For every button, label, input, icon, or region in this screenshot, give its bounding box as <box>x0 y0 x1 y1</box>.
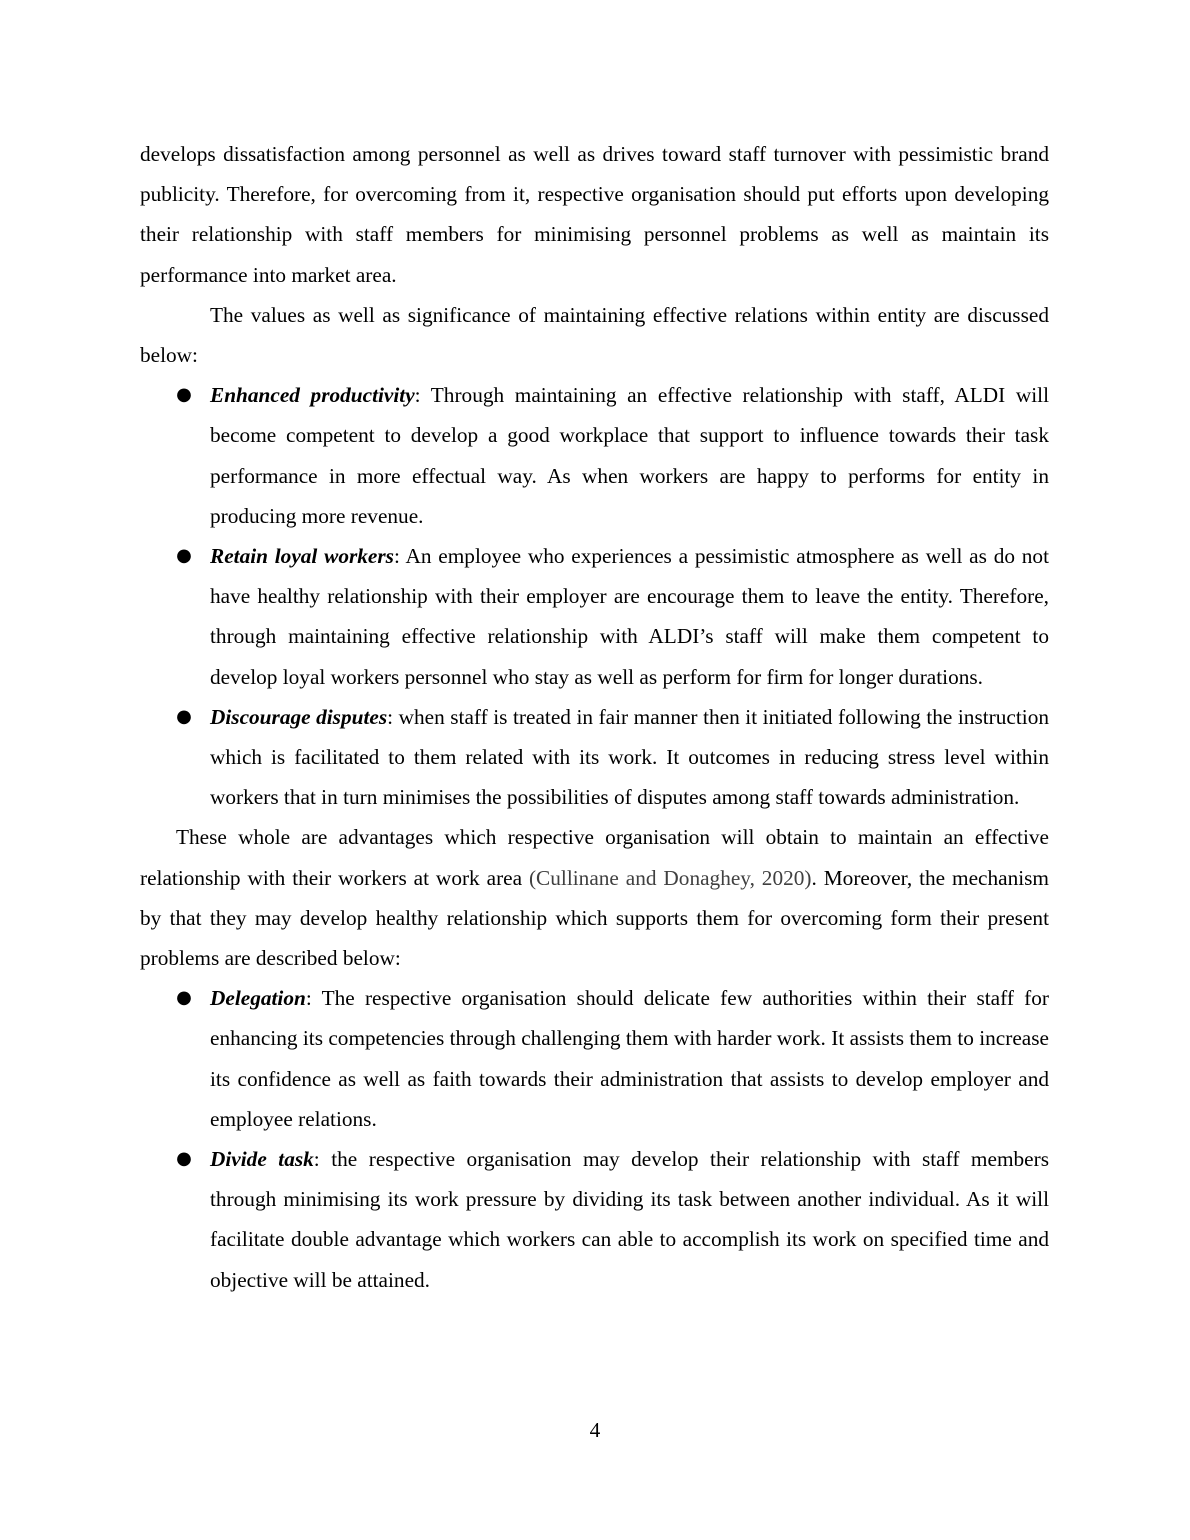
page-number: 4 <box>589 1418 601 1442</box>
paragraph-advantages-end: . Moreover, the mechanism by that they may develop healthy relationship which supports them for overcoming form their present problems are described below: <box>140 865 1049 971</box>
term-label: Divide task <box>210 1147 314 1172</box>
paragraph-advantages-start: These whole are advantages which respective organisation will obtain to maintain an effective relationship with their workers at work area <box>140 825 1049 890</box>
term-label: Discourage disputes <box>210 704 388 729</box>
term-label: Delegation <box>210 986 306 1011</box>
term-label: Enhanced productivity <box>210 383 415 408</box>
bullet-icon: ● <box>176 987 192 1009</box>
paragraph-advantages <box>140 817 1049 978</box>
term-description: : The respective organisation should delicate few authorities within their staff for enhancing its competencies through challenging them with harder work. It assists them to increase its confidence as well as faith towards their administration that assists to develop employer and employee relations. <box>210 986 1049 1131</box>
bullet-icon: ● <box>176 1148 192 1170</box>
list-item-retain-loyal-workers <box>140 536 1049 697</box>
document-body <box>140 134 1049 1300</box>
list-item-enhanced-productivity <box>140 375 1049 536</box>
mechanisms-list <box>140 978 1049 1300</box>
paragraph-values-intro: The values as well as significance of maintaining effective relations within entity are discussed below: <box>140 302 1049 368</box>
list-item-divide-task <box>140 1139 1049 1300</box>
citation: (Cullinane and Donaghey, 2020) <box>528 865 812 890</box>
bullet-icon: ● <box>176 705 192 727</box>
benefits-list <box>140 375 1049 817</box>
paragraph-intro: develops dissatisfaction among personnel as well as drives toward staff turnover with pessimistic brand publicity. Therefore, for overcoming from it, respective organisation should put efforts upon developing their relationship with staff members for minimising personnel problems as well as maintain its performance into market area. <box>140 142 1049 287</box>
term-description: : An employee who experiences a pessimistic atmosphere as well as do not have healthy relationship with their employer are encourage them to leave the entity. Therefore, through maintaining effective relationship with ALDI’s staff will make them competent to develop loyal workers personnel who stay as well as perform for firm for longer durations. <box>210 544 1049 689</box>
term-description: : when staff is treated in fair manner then it initiated following the instruction which is facilitated to them related with its work. It outcomes in reducing stress level within workers that in turn minimises the possibilities of disputes among staff towards administration. <box>210 704 1049 810</box>
bullet-icon: ● <box>176 545 192 567</box>
term-description: : the respective organisation may develop their relationship with staff members through minimising its work pressure by dividing its task between another individual. As it will facilitate double advantage which workers can able to accomplish its work on specified time and objective will be attained. <box>210 1147 1050 1292</box>
list-item-discourage-disputes <box>140 697 1049 818</box>
term-description: : Through maintaining an effective relationship with staff, ALDI will become competent to develop a good workplace that support to influence towards their task performance in more effectual way. As when workers are happy to performs for entity in producing more revenue. <box>210 383 1049 528</box>
bullet-icon: ● <box>176 384 192 406</box>
list-item-delegation <box>140 978 1049 1139</box>
term-label: Retain loyal workers <box>210 544 394 569</box>
